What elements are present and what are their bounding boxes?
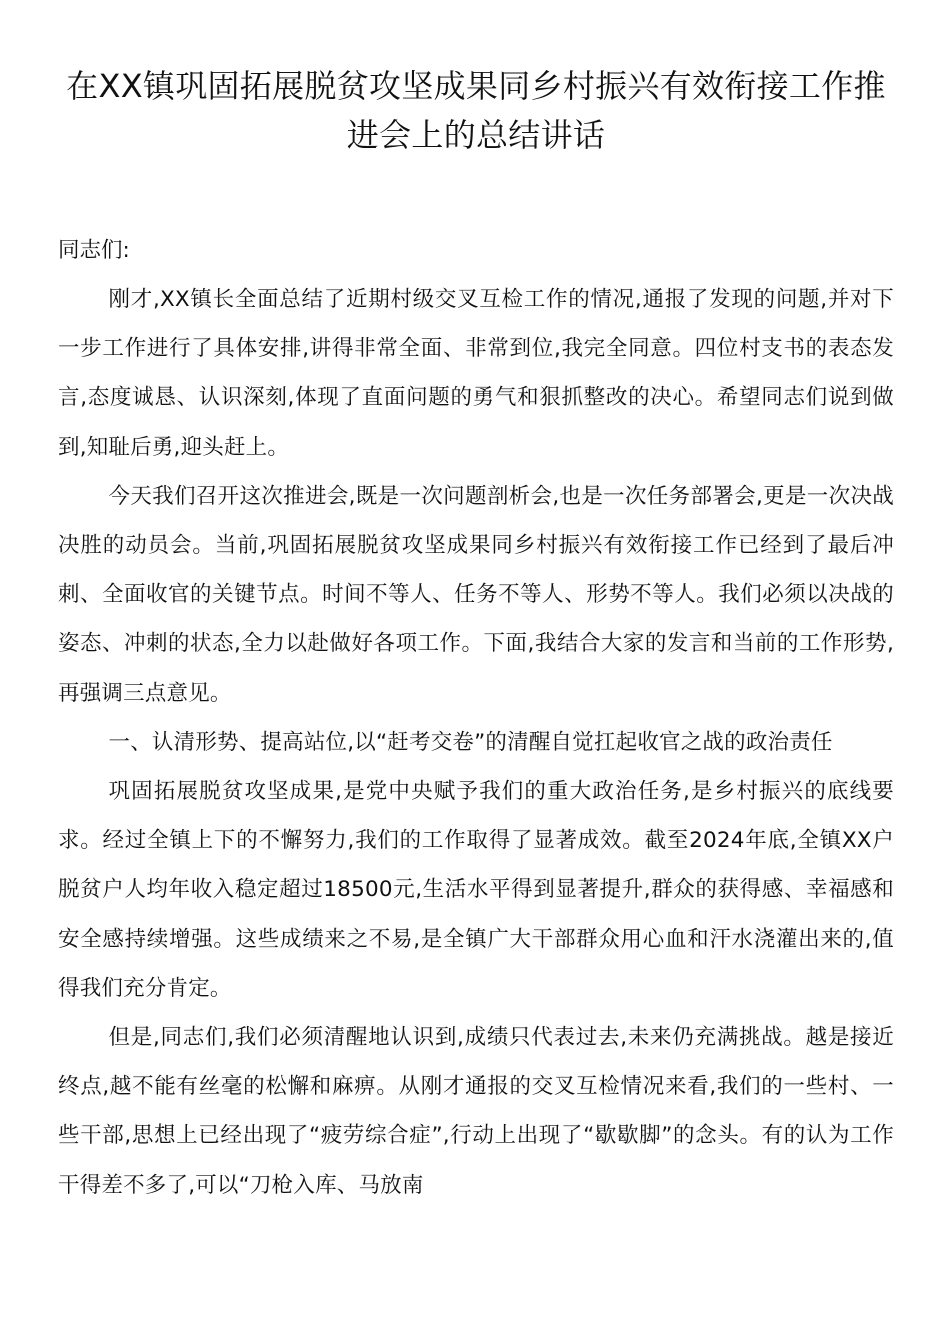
paragraph-opening: 刚才,XX镇长全面总结了近期村级交叉互检工作的情况,通报了发现的问题,并对下一步工作进行了具体安排,讲得非常全面、非常到位,我完全同意。四位村支书的表态发言,态度诚恳、认识深刻,体现了直面问题的勇气和狠抓整改的决心。希望同志们说到做到,知耻后勇,迎头赶上。 (58, 287, 894, 460)
document-title: 在XX镇巩固拓展脱贫攻坚成果同乡村振兴有效衔接工作推进会上的总结讲话 (66, 67, 886, 154)
paragraph-achievements: 巩固拓展脱贫攻坚成果,是党中央赋予我们的重大政治任务,是乡村振兴的底线要求。经过全镇上下的不懈努力,我们的工作取得了显著成效。截至2024年底,全镇XX户脱贫户人均年收入稳定超过18500元,生活水平得到显著提升,群众的获得感、幸福感和安全感持续增强。这些成绩来之不易,是全镇广大干部群众用心血和汗水浇灌出来的,值得我们充分肯定。 (58, 779, 894, 1001)
salutation: 同志们: (58, 238, 130, 263)
section-heading-1: 一、认清形势、提高站位,以“赶考交卷”的清醒自觉扛起收官之战的政治责任 (108, 729, 833, 755)
paragraph-challenges: 但是,同志们,我们必须清醒地认识到,成绩只代表过去,未来仍充满挑战。越是接近终点,越不能有丝毫的松懈和麻痹。从刚才通报的交叉互检情况来看,我们的一些村、一些干部,思想上已经出现了“疲劳综合症”,行动上出现了“歇歇脚”的念头。有的认为工作干得差不多了,可以“刀枪入库、马放南 (58, 1025, 894, 1198)
paragraph-meeting-purpose: 今天我们召开这次推进会,既是一次问题剖析会,也是一次任务部署会,更是一次决战决胜的动员会。当前,巩固拓展脱贫攻坚成果同乡村振兴有效衔接工作已经到了最后冲刺、全面收官的关键节点。时间不等人、任务不等人、形势不等人。我们必须以决战的姿态、冲刺的状态,全力以赴做好各项工作。下面,我结合大家的发言和当前的工作形势,再强调三点意见。 (58, 483, 894, 706)
